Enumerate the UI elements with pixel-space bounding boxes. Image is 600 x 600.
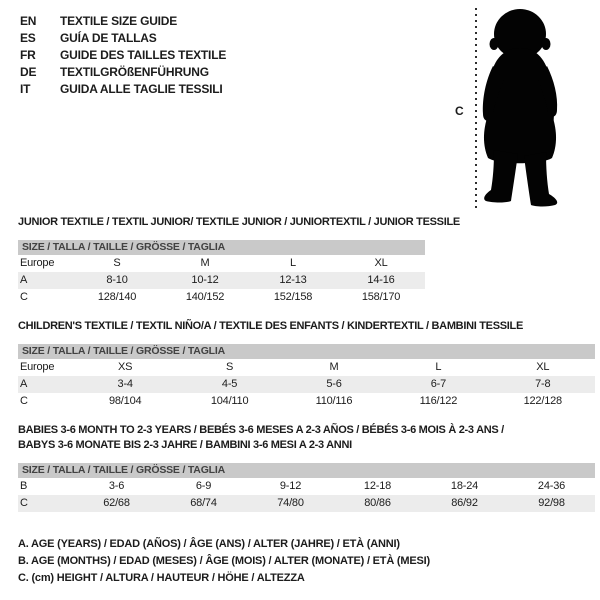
height-measure-line bbox=[475, 8, 477, 208]
value-cell: 152/158 bbox=[273, 291, 313, 303]
legend-line: A. AGE (YEARS) / EDAD (AÑOS) / ÂGE (ANS) / ALTER (JAHRE) / ETÀ (ANNI) bbox=[18, 538, 400, 550]
language-row bbox=[20, 80, 226, 97]
value-cell: 5-6 bbox=[326, 378, 342, 390]
language-code: EN bbox=[20, 13, 37, 28]
section-title-line: CHILDREN'S TEXTILE / TEXTIL NIÑO/A / TEXTILE DES ENFANTS / KINDERTEXTIL / BAMBINI TESSILE bbox=[18, 320, 523, 332]
size-table bbox=[18, 478, 595, 512]
baby-silhouette-icon bbox=[481, 6, 573, 210]
size-header-bar: SIZE / TALLA / TAILLE / GRÖSSE / TAGLIA bbox=[18, 463, 595, 478]
table-row bbox=[18, 255, 425, 272]
language-title: TEXTILE SIZE GUIDE bbox=[60, 13, 178, 28]
row-label-cell: Europe bbox=[20, 361, 55, 373]
row-label-cell: C bbox=[20, 395, 28, 407]
row-label-cell: A bbox=[20, 378, 28, 390]
language-title: GUÍA DE TALLAS bbox=[60, 30, 157, 45]
size-header-bar: SIZE / TALLA / TAILLE / GRÖSSE / TAGLIA bbox=[18, 344, 595, 359]
junior-textile-section bbox=[18, 215, 460, 306]
table-row bbox=[18, 359, 595, 376]
table-row bbox=[18, 495, 595, 512]
language-row bbox=[20, 63, 226, 80]
value-cell: XS bbox=[118, 361, 133, 373]
value-cell: 74/80 bbox=[277, 497, 304, 509]
size-table bbox=[18, 255, 425, 306]
value-cell: 116/122 bbox=[419, 395, 458, 407]
language-code: DE bbox=[20, 64, 37, 79]
section-title-line: BABYS 3-6 MONATE BIS 2-3 JAHRE / BAMBINI 3-6 MESI A 2-3 ANNI bbox=[18, 439, 352, 451]
table-row bbox=[18, 478, 595, 495]
value-cell: XL bbox=[536, 361, 550, 373]
value-cell: 122/128 bbox=[523, 395, 562, 407]
language-title: TEXTILGRÖßENFÜHRUNG bbox=[60, 64, 209, 79]
value-cell: S bbox=[226, 361, 234, 373]
value-cell: 158/170 bbox=[361, 291, 401, 303]
value-cell: 6-7 bbox=[430, 378, 447, 390]
legend-line: B. AGE (MONTHS) / EDAD (MESES) / ÂGE (MOIS) / ALTER (MONATE) / ETÀ (MESI) bbox=[18, 555, 430, 567]
value-cell: 4-5 bbox=[221, 378, 238, 390]
table-row bbox=[18, 376, 595, 393]
value-cell: S bbox=[113, 257, 121, 269]
value-cell: 104/110 bbox=[210, 395, 249, 407]
language-title-list bbox=[20, 12, 226, 97]
value-cell: L bbox=[435, 361, 442, 373]
value-cell: M bbox=[200, 257, 210, 269]
section-title-line: JUNIOR TEXTILE / TEXTIL JUNIOR/ TEXTILE JUNIOR / JUNIORTEXTIL / JUNIOR TESSILE bbox=[18, 216, 460, 228]
row-label-cell: C bbox=[20, 497, 28, 509]
table-row bbox=[18, 393, 595, 410]
value-cell: L bbox=[290, 257, 296, 269]
table-row bbox=[18, 272, 425, 289]
babies-textile-section bbox=[18, 423, 595, 512]
value-cell: 86/92 bbox=[451, 497, 478, 509]
value-cell: 9-12 bbox=[279, 480, 302, 492]
section-title-line: BABIES 3-6 MONTH TO 2-3 YEARS / BEBÉS 3-6 MESES A 2-3 AÑOS / BÉBÉS 3-6 MOIS À 2-3 ANS / bbox=[18, 424, 504, 436]
value-cell: 110/116 bbox=[315, 395, 353, 407]
value-cell: 128/140 bbox=[97, 291, 137, 303]
row-label-cell: C bbox=[20, 291, 28, 303]
value-cell: 7-8 bbox=[535, 378, 551, 390]
row-label-cell: B bbox=[20, 480, 28, 492]
value-cell: 98/104 bbox=[108, 395, 142, 407]
section-title bbox=[18, 215, 460, 230]
value-cell: 68/74 bbox=[190, 497, 217, 509]
language-title: GUIDA ALLE TAGLIE TESSILI bbox=[60, 81, 223, 96]
row-label-cell: A bbox=[20, 274, 28, 286]
language-title: GUIDE DES TAILLES TEXTILE bbox=[60, 47, 227, 62]
value-cell: 6-9 bbox=[195, 480, 212, 492]
size-header-bar: SIZE / TALLA / TAILLE / GRÖSSE / TAGLIA bbox=[18, 240, 425, 255]
language-row bbox=[20, 29, 226, 46]
value-cell: 12-13 bbox=[279, 274, 307, 286]
value-cell: XL bbox=[374, 257, 388, 269]
legend-line: C. (cm) HEIGHT / ALTURA / HAUTEUR / HÖHE / ALTEZZA bbox=[18, 572, 305, 584]
measure-legend bbox=[18, 536, 430, 587]
language-code: ES bbox=[20, 30, 36, 45]
section-title bbox=[18, 319, 595, 334]
value-cell: M bbox=[329, 361, 339, 373]
height-measure-label: C bbox=[455, 104, 464, 118]
value-cell: 14-16 bbox=[367, 274, 395, 286]
children-textile-section bbox=[18, 319, 595, 410]
value-cell: 18-24 bbox=[450, 480, 479, 492]
value-cell: 3-6 bbox=[108, 480, 125, 492]
value-cell: 3-4 bbox=[117, 378, 133, 390]
value-cell: 10-12 bbox=[191, 274, 219, 286]
language-code: IT bbox=[20, 81, 31, 96]
language-row bbox=[20, 46, 226, 63]
size-table bbox=[18, 359, 595, 410]
language-code: FR bbox=[20, 47, 36, 62]
value-cell: 12-18 bbox=[363, 480, 392, 492]
table-row bbox=[18, 289, 425, 306]
value-cell: 24-36 bbox=[537, 480, 566, 492]
value-cell: 92/98 bbox=[538, 497, 565, 509]
value-cell: 80/86 bbox=[364, 497, 391, 509]
value-cell: 8-10 bbox=[106, 274, 128, 286]
value-cell: 140/152 bbox=[185, 291, 225, 303]
row-label-cell: Europe bbox=[20, 257, 55, 269]
section-title bbox=[18, 423, 595, 453]
language-row bbox=[20, 12, 226, 29]
value-cell: 62/68 bbox=[103, 497, 130, 509]
